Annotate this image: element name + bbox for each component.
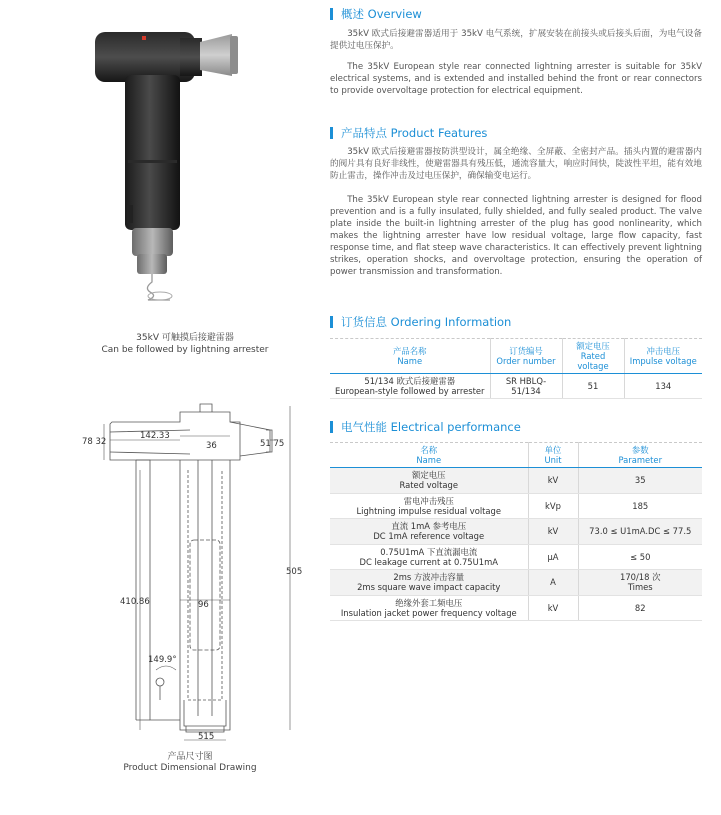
ordering-cell-name: 51/134 欧式后接避雷器 European-style followed by arrester [330, 374, 490, 399]
electrical-header-row [330, 443, 702, 468]
electrical-cell-name: 直流 1mA 参考电压 DC 1mA reference voltage [330, 519, 528, 545]
dim-36: 36 [206, 441, 217, 451]
photo-caption-en: Can be followed by lightning arrester [101, 345, 269, 355]
drawing-caption [110, 752, 270, 774]
features-title: 产品特点 Product Features [341, 126, 488, 140]
heading-bar [330, 127, 333, 139]
ordering-header-impulse: 冲击电压 Impulse voltage [624, 339, 702, 374]
table-row [330, 519, 702, 545]
electrical-cell-name: 雷电冲击残压 Lightning impulse residual voltage [330, 493, 528, 519]
drawing-svg [80, 400, 310, 745]
features-heading [330, 125, 487, 141]
table-row [330, 595, 702, 621]
features-en-paragraph: The 35kV European style rear connected lightning arrester is designed for flood prevention and is a fully insulated, fully shielded, and fully sealed product. The valve plate inside the built-in lightning arrester of the plug has good nonlinearity, which makes the lightning arrester have low residual voltage, large flow capacity, fast response time, and flat steep wave characteristics. It can effectively prevent lightning strikes, operation shocks, and overvoltage protection, ensuring the operation of power transmission and transformation. [330, 195, 702, 277]
ordering-header-row [330, 339, 702, 374]
ordering-header-rated: 额定电压 Rated voltage [562, 339, 624, 374]
product-photo [80, 20, 270, 310]
electrical-cell-param: 82 [578, 595, 702, 621]
dimensional-drawing [80, 400, 310, 745]
ordering-table [330, 338, 702, 399]
ordering-cell-rated: 51 [562, 374, 624, 399]
heading-bar [330, 316, 333, 328]
overview-cn-paragraph: 35kV 欧式后接避雷器适用于 35kV 电气系统，扩展安装在前接头或后接头后面，为电气设备提供过电压保护。 [330, 29, 702, 51]
dim-149-9: 149.9° [148, 655, 177, 665]
photo-caption-cn: 35kV 可触摸后接避雷器 [136, 333, 234, 343]
electrical-header-name: 名称 Name [330, 443, 528, 468]
electrical-cell-unit: A [528, 570, 578, 596]
ordering-cell-impulse: 134 [624, 374, 702, 399]
electrical-cell-param: 35 [578, 468, 702, 494]
features-cn-paragraph: 35kV 欧式后接避雷器按防洪型设计，属全绝缘、全屏蔽、全密封产品。插头内置的避雷器内的阀片具有良好非线性，使避雷器具有残压低，通流容量大，响应时间快，陡波性平坦，能有效地防止雷击，操作冲击及过电压保护，确保输变电运行。 [330, 147, 702, 181]
ordering-title: 订货信息 Ordering Information [341, 315, 512, 329]
electrical-title: 电气性能 Electrical performance [341, 420, 521, 434]
table-row [330, 493, 702, 519]
electrical-cell-name: 额定电压 Rated voltage [330, 468, 528, 494]
table-row [330, 374, 702, 399]
heading-bar [330, 421, 333, 433]
electrical-cell-unit: kVp [528, 493, 578, 519]
ordering-cell-order: SR HBLQ-51/134 [490, 374, 562, 399]
dim-51-75: 51 75 [260, 439, 285, 449]
overview-title: 概述 Overview [341, 7, 422, 21]
electrical-cell-param: ≤ 50 [578, 544, 702, 570]
electrical-cell-unit: μA [528, 544, 578, 570]
electrical-cell-name: 2ms 方波冲击容量 2ms square wave impact capacity [330, 570, 528, 596]
ordering-heading [330, 314, 511, 330]
electrical-cell-param: 185 [578, 493, 702, 519]
dim-410-86: 410.86 [120, 597, 150, 607]
photo-caption [100, 332, 270, 356]
table-row [330, 468, 702, 494]
ordering-header-name: 产品名称 Name [330, 339, 490, 374]
overview-heading [330, 6, 422, 22]
dim-78-32: 78 32 [82, 437, 107, 447]
electrical-cell-param: 170/18 次 Times [578, 570, 702, 596]
ordering-header-order: 订货编号 Order number [490, 339, 562, 374]
electrical-cell-name: 绝缘外套工频电压 Insulation jacket power frequency voltage [330, 595, 528, 621]
dim-96: 96 [198, 600, 209, 610]
dim-505: 505 [286, 567, 303, 577]
electrical-cell-unit: kV [528, 595, 578, 621]
table-row [330, 570, 702, 596]
electrical-cell-name: 0.75U1mA 下直流漏电流 DC leakage current at 0.75U1mA [330, 544, 528, 570]
table-row [330, 544, 702, 570]
electrical-header-unit: 单位 Unit [528, 443, 578, 468]
electrical-cell-unit: kV [528, 468, 578, 494]
overview-en-paragraph: The 35kV European style rear connected lightning arrester is suitable for 35kV electrical systems, and is extended and installed behind the front or rear connectors to provide overvoltage protection for electrical equipment. [330, 62, 702, 96]
dim-515: 515 [198, 732, 215, 742]
dim-142-33: 142.33 [140, 431, 170, 441]
electrical-heading [330, 419, 521, 435]
drawing-caption-cn: 产品尺寸图 [167, 752, 213, 762]
arrester-illustration [80, 20, 270, 310]
drawing-caption-en: Product Dimensional Drawing [123, 763, 257, 773]
electrical-cell-unit: kV [528, 519, 578, 545]
heading-bar [330, 8, 333, 20]
electrical-cell-param: 73.0 ≤ U1mA.DC ≤ 77.5 [578, 519, 702, 545]
electrical-header-parameter: 参数 Parameter [578, 443, 702, 468]
electrical-table [330, 442, 702, 621]
